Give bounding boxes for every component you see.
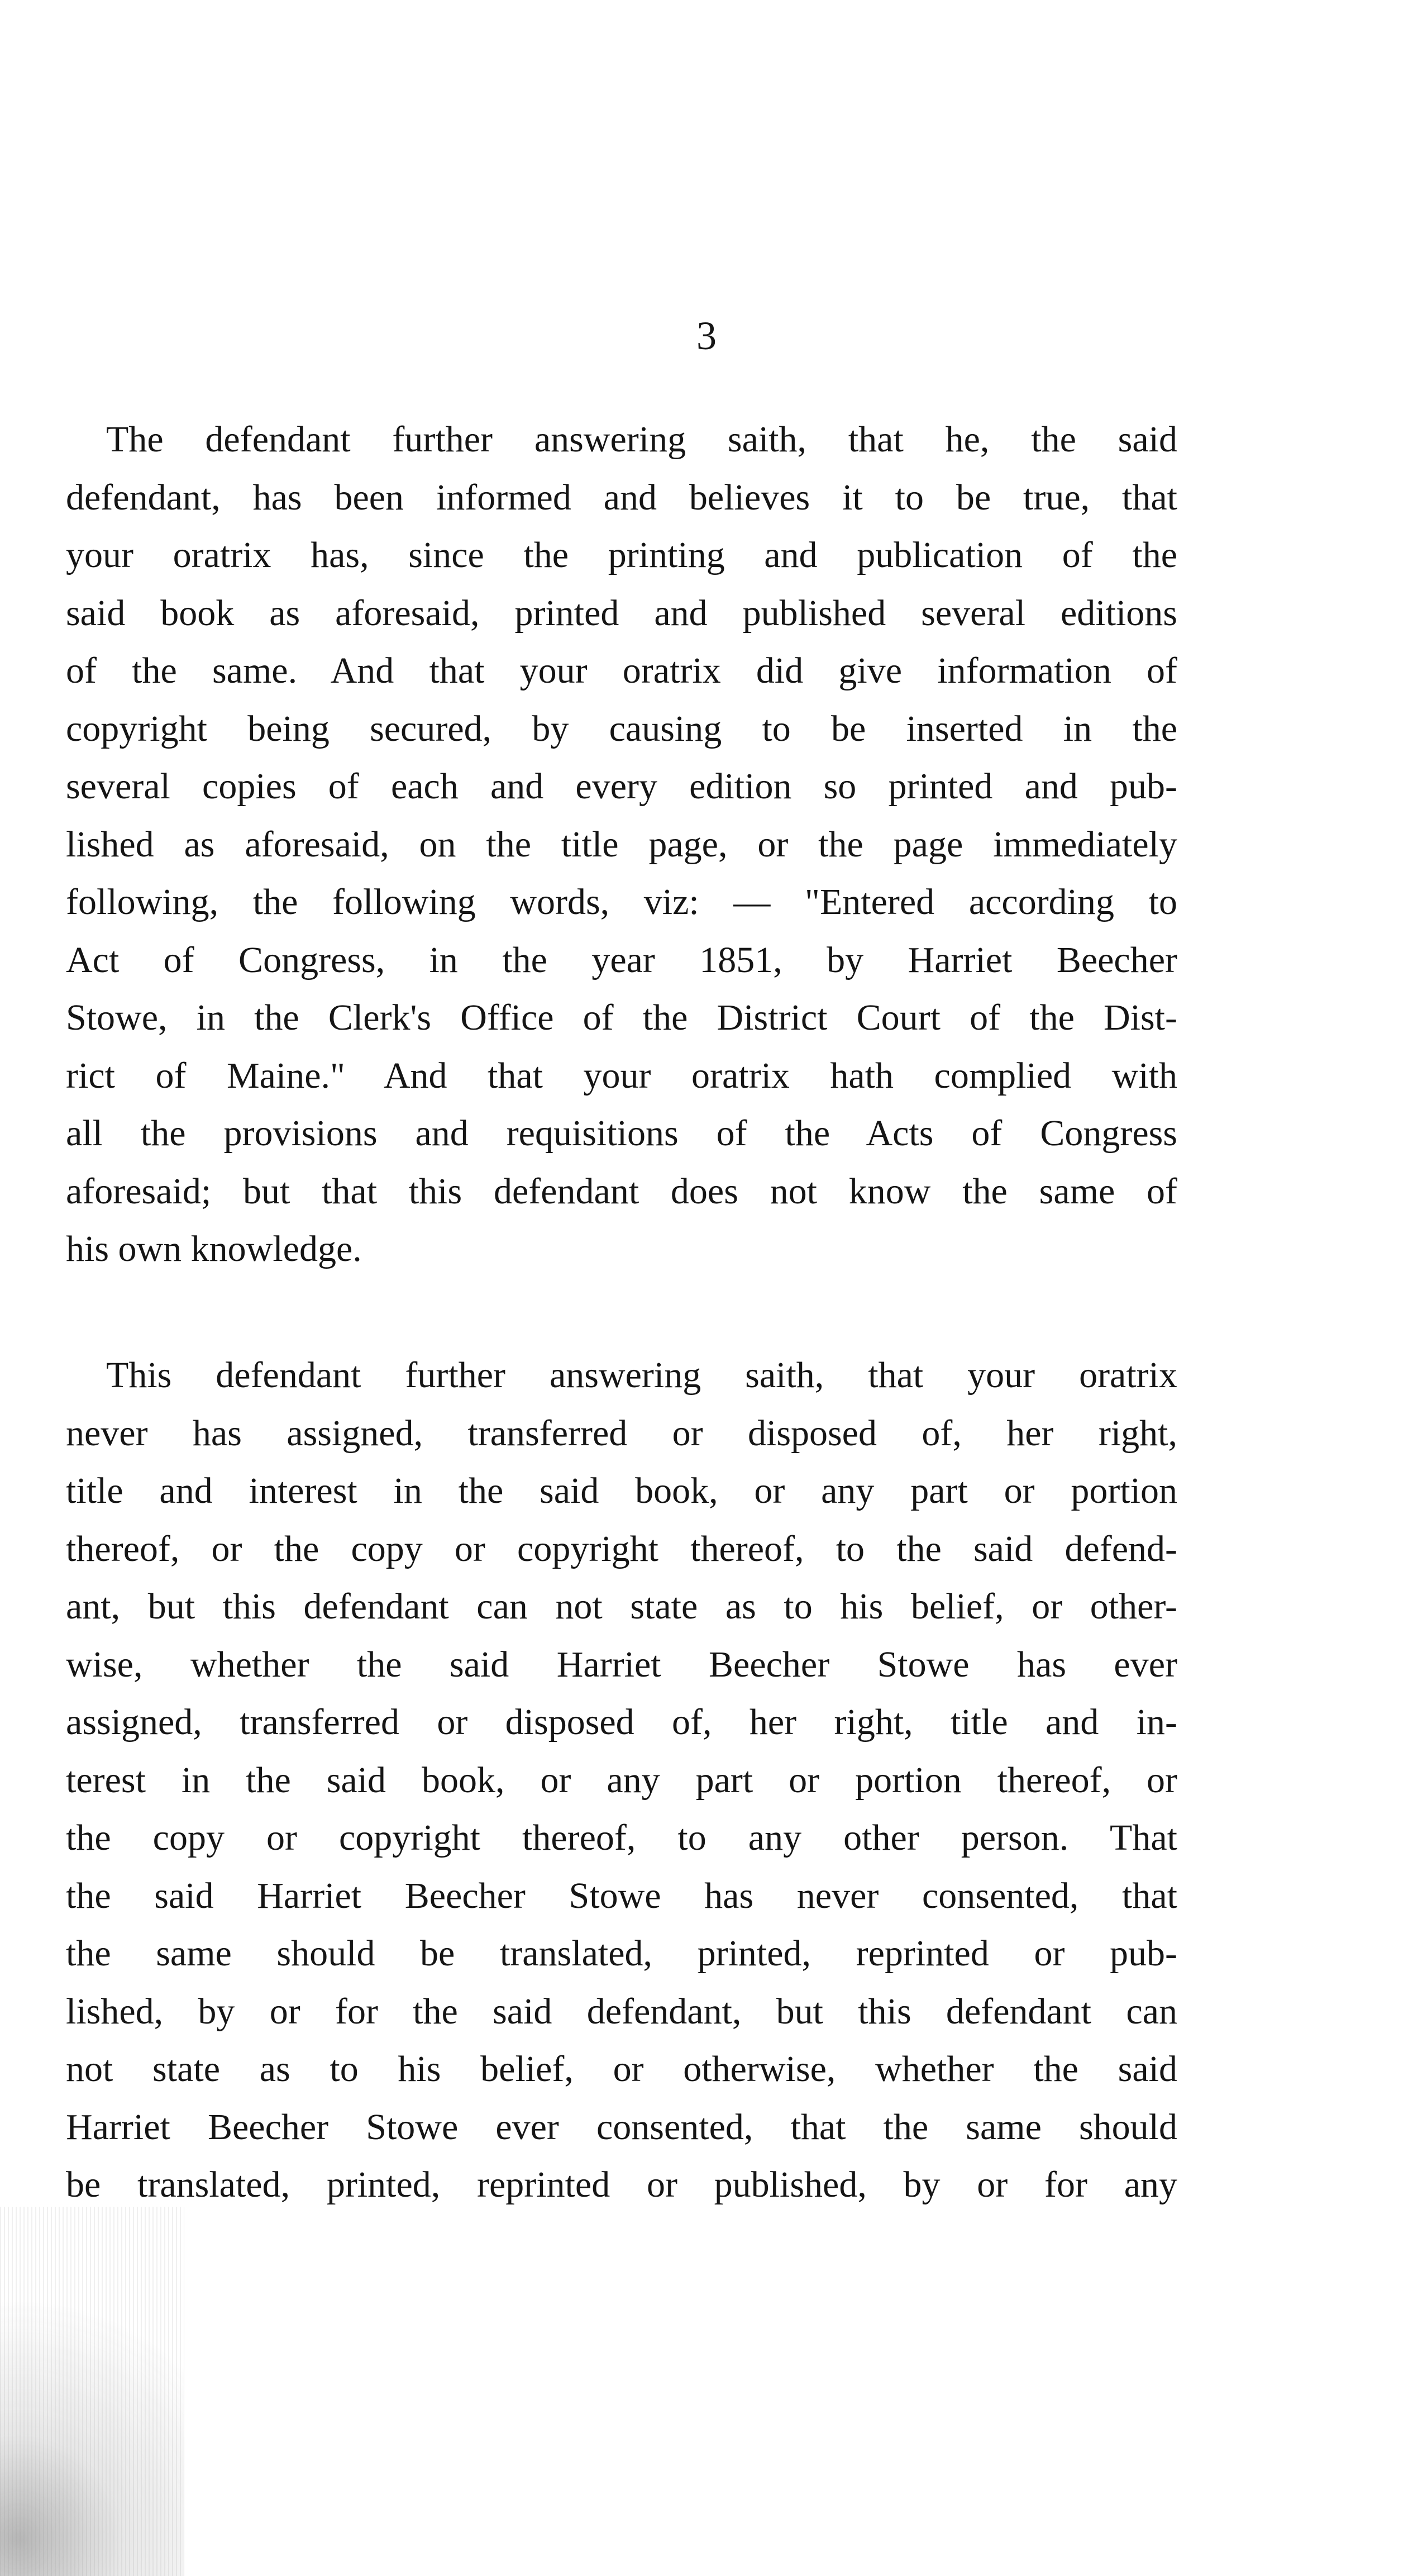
text-line: aforesaid; but that this defendant does not know the same of	[66, 1170, 1177, 1212]
text-line: assigned, transferred or disposed of, her right, title and in-	[66, 1702, 1177, 1742]
text-line: the said Harriet Beecher Stowe has never consented, that	[66, 1875, 1177, 1916]
text-line: the copy or copyright thereof, to any other person. That	[66, 1817, 1177, 1858]
text-line: never has assigned, transferred or disposed of, her right,	[66, 1412, 1177, 1454]
text-line: rict of Maine." And that your oratrix hath complied with	[66, 1055, 1177, 1096]
paragraph-defendant-further-answering	[66, 411, 1177, 1278]
page-edge-shadow	[0, 2207, 184, 2576]
text-line: Act of Congress, in the year 1851, by Harriet Beecher	[66, 939, 1177, 980]
page-number: 3	[696, 313, 717, 358]
text-line: the same should be translated, printed, reprinted or pub-	[66, 1933, 1177, 1974]
text-line: not state as to his belief, or otherwise, whether the said	[66, 2049, 1177, 2089]
text-line: thereof, or the copy or copyright thereof, to the said defend-	[66, 1528, 1177, 1569]
text-line: wise, whether the said Harriet Beecher Stowe has ever	[66, 1644, 1177, 1685]
text-line: defendant, has been informed and believes it to be true, that	[66, 477, 1177, 518]
text-line: lished as aforesaid, on the title page, or the page immediately	[66, 823, 1177, 865]
text-line: copyright being secured, by causing to be inserted in the	[66, 708, 1177, 749]
text-line: be translated, printed, reprinted or published, by or for any	[66, 2164, 1177, 2205]
text-line: of the same. And that your oratrix did give information of	[66, 650, 1177, 691]
text-line: This defendant further answering saith, that your oratrix	[106, 1355, 1177, 1396]
text-line: The defendant further answering saith, that he, the said	[106, 419, 1177, 460]
text-line: several copies of each and every edition so printed and pub-	[66, 766, 1177, 807]
text-line: following, the following words, viz: — "Entered according to	[66, 882, 1177, 922]
text-line: Harriet Beecher Stowe ever consented, that the same should	[66, 2106, 1177, 2148]
text-line: ant, but this defendant can not state as to his belief, or other-	[66, 1586, 1177, 1627]
text-line: Stowe, in the Clerk's Office of the District Court of the Dist-	[66, 997, 1177, 1038]
text-line: said book as aforesaid, printed and published several editions	[66, 592, 1177, 634]
paragraph-oratrix-assignment	[66, 1346, 1177, 2214]
text-line: title and interest in the said book, or any part or portion	[66, 1470, 1177, 1511]
text-line: all the provisions and requisitions of the Acts of Congress	[66, 1113, 1177, 1154]
text-line: his own knowledge.	[66, 1229, 362, 1269]
text-line: terest in the said book, or any part or portion thereof, or	[66, 1759, 1177, 1801]
text-line: your oratrix has, since the printing and publication of the	[66, 535, 1177, 575]
text-line: lished, by or for the said defendant, but this defendant can	[66, 1991, 1177, 2032]
